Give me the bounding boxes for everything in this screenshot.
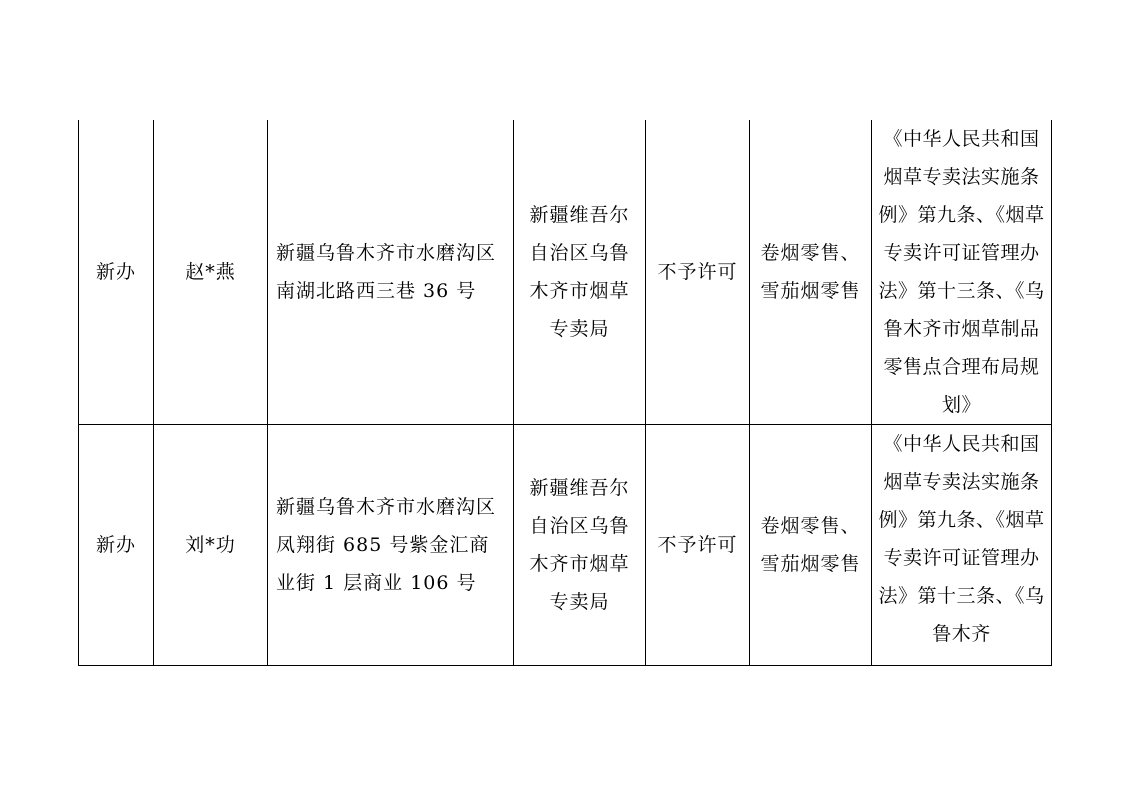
applicant-name-cell: 刘*功 bbox=[154, 425, 268, 666]
authority-cell: 新疆维吾尔自治区乌鲁木齐市烟草专卖局 bbox=[514, 120, 646, 425]
decision-cell: 不予许可 bbox=[646, 120, 750, 425]
legal-basis-text: 《中华人民共和国烟草专卖法实施条例》第九条、《烟草专卖许可证管理办法》第十三条、《乌鲁木齐市烟草制品零售点合理布局规划》 bbox=[878, 128, 1045, 416]
address-cell: 新疆乌鲁木齐市水磨沟区南湖北路西三巷 36 号 bbox=[268, 120, 514, 425]
applicant-name-cell: 赵*燕 bbox=[154, 120, 268, 425]
legal-basis-cell bbox=[872, 120, 1052, 425]
decision-cell: 不予许可 bbox=[646, 425, 750, 666]
legal-basis-cell bbox=[872, 425, 1052, 666]
authority-cell: 新疆维吾尔自治区乌鲁木齐市烟草专卖局 bbox=[514, 425, 646, 666]
table-row bbox=[79, 425, 1052, 666]
license-decision-table bbox=[78, 120, 1052, 666]
application-type-cell: 新办 bbox=[79, 120, 154, 425]
address-cell: 新疆乌鲁木齐市水磨沟区凤翔街 685 号紫金汇商业街 1 层商业 106 号 bbox=[268, 425, 514, 666]
application-type-cell: 新办 bbox=[79, 425, 154, 666]
business-scope-cell: 卷烟零售、雪茄烟零售 bbox=[750, 120, 872, 425]
business-scope-cell: 卷烟零售、雪茄烟零售 bbox=[750, 425, 872, 666]
table-row bbox=[79, 120, 1052, 425]
legal-basis-text: 《中华人民共和国烟草专卖法实施条例》第九条、《烟草专卖许可证管理办法》第十三条、《乌鲁木齐 bbox=[878, 433, 1045, 645]
